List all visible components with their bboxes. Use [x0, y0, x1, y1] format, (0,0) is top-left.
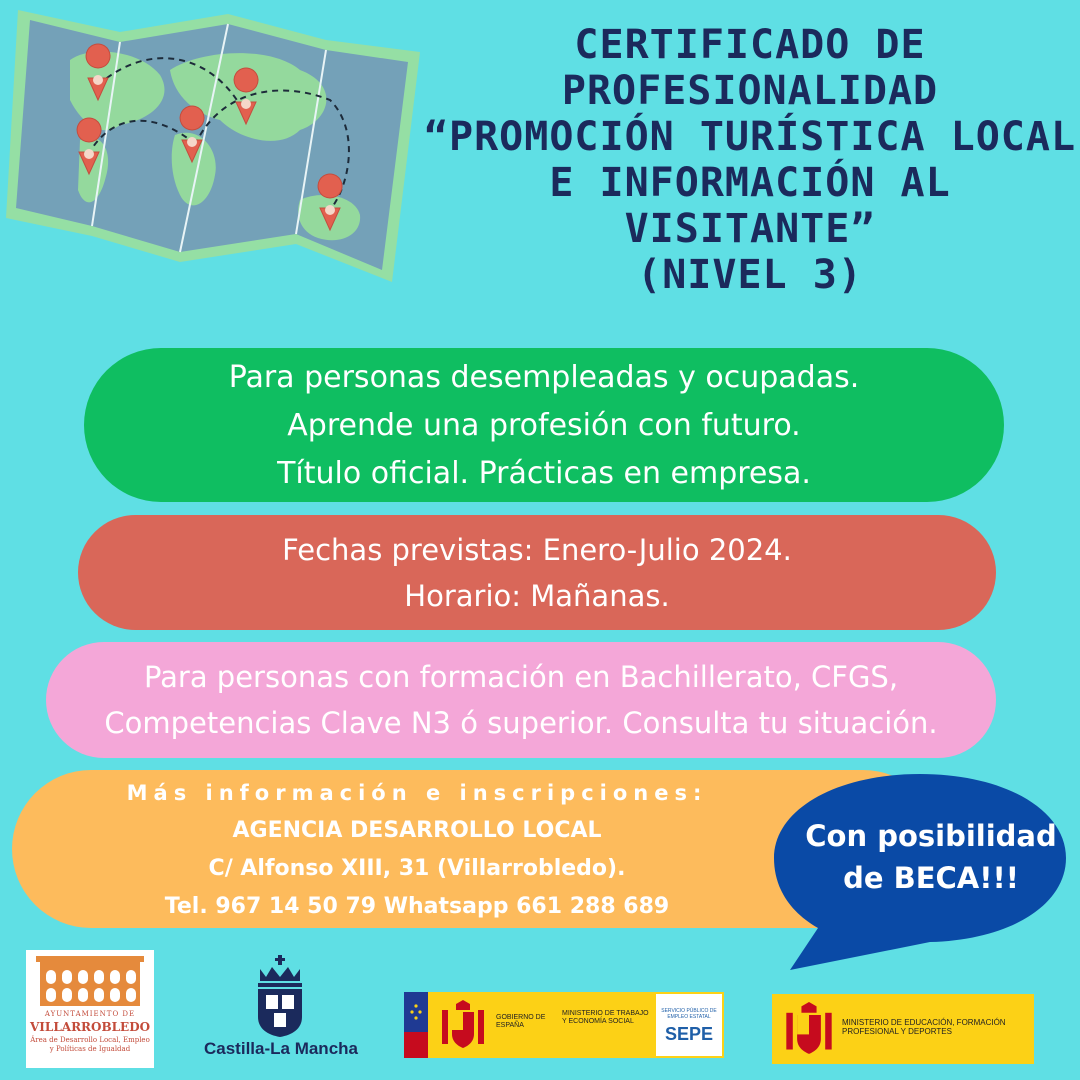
ministerio-educacion-logo: [772, 994, 1034, 1064]
dates-line: Fechas previstas: Enero-Julio 2024.: [282, 533, 792, 567]
info-line: Para personas desempleadas y ocupadas.: [228, 360, 860, 395]
title-line: CERTIFICADO DE: [574, 22, 926, 68]
coat-of-arms-icon: [438, 1000, 488, 1050]
requirements-line: Para personas con formación en Bachillerato, CFGS,: [143, 660, 899, 694]
logo-subtitle: Área de Desarrollo Local, Empleo y Políticas de Igualdad: [30, 1036, 150, 1053]
ministerio-label: MINISTERIO DE EDUCACIÓN, FORMACIÓN PROFESIONAL Y DEPORTES: [842, 1018, 1006, 1036]
target-audience-box: [84, 348, 1004, 502]
contact-heading: Más información e inscripciones:: [126, 781, 708, 805]
ministerio-label: MINISTERIO DE TRABAJO Y ECONOMÍA SOCIAL: [562, 1010, 649, 1025]
logo-name: VILLARROBLEDO: [29, 1020, 151, 1034]
schedule-box: [78, 515, 996, 630]
bubble-line: Con posibilidad: [805, 819, 1057, 853]
logo-name: Castilla-La Mancha: [204, 1039, 358, 1058]
schedule-line: Horario: Mañanas.: [404, 579, 670, 613]
info-line: Aprende una profesión con futuro.: [287, 408, 801, 443]
requirements-box: [46, 642, 996, 758]
address: C/ Alfonso XIII, 31 (Villarrobledo).: [208, 856, 626, 881]
crown-shield-icon: [196, 955, 366, 1037]
title-line: “PROMOCIÓN TURÍSTICA LOCAL: [423, 114, 1077, 160]
coat-of-arms-icon: [782, 1002, 836, 1056]
title-line: (NIVEL 3): [637, 252, 863, 298]
scholarship-bubble: [786, 815, 1076, 899]
world-map-icon: [0, 0, 440, 300]
castilla-la-mancha-logo: [196, 955, 366, 1067]
bubble-line: de BECA!!!: [843, 861, 1019, 895]
title-line: VISITANTE”: [624, 206, 876, 252]
gobierno-label: GOBIERNO DE ESPAÑA: [496, 1014, 546, 1029]
page-title: [420, 22, 1080, 298]
sepe-label: SEPE: [664, 1024, 714, 1044]
eu-flag-icon: [404, 992, 428, 1058]
villarrobledo-logo: [26, 950, 154, 1068]
sepe-caption: SERVICIO PÚBLICO DE EMPLEO ESTATAL: [661, 1008, 717, 1020]
phone-numbers: Tel. 967 14 50 79 Whatsapp 661 288 689: [164, 894, 670, 919]
title-line: E INFORMACIÓN AL: [549, 160, 951, 206]
logo-caption: AYUNTAMIENTO DE: [44, 1010, 136, 1018]
gobierno-sepe-logo: [404, 992, 724, 1058]
sepe-box: [656, 994, 722, 1056]
agency-name: AGENCIA DESARROLLO LOCAL: [232, 818, 602, 843]
info-line: Título oficial. Prácticas en empresa.: [277, 456, 811, 491]
requirements-line: Competencias Clave N3 ó superior. Consulta tu situación.: [104, 706, 938, 740]
building-icon: [26, 950, 154, 1008]
title-line: PROFESIONALIDAD: [561, 68, 939, 114]
